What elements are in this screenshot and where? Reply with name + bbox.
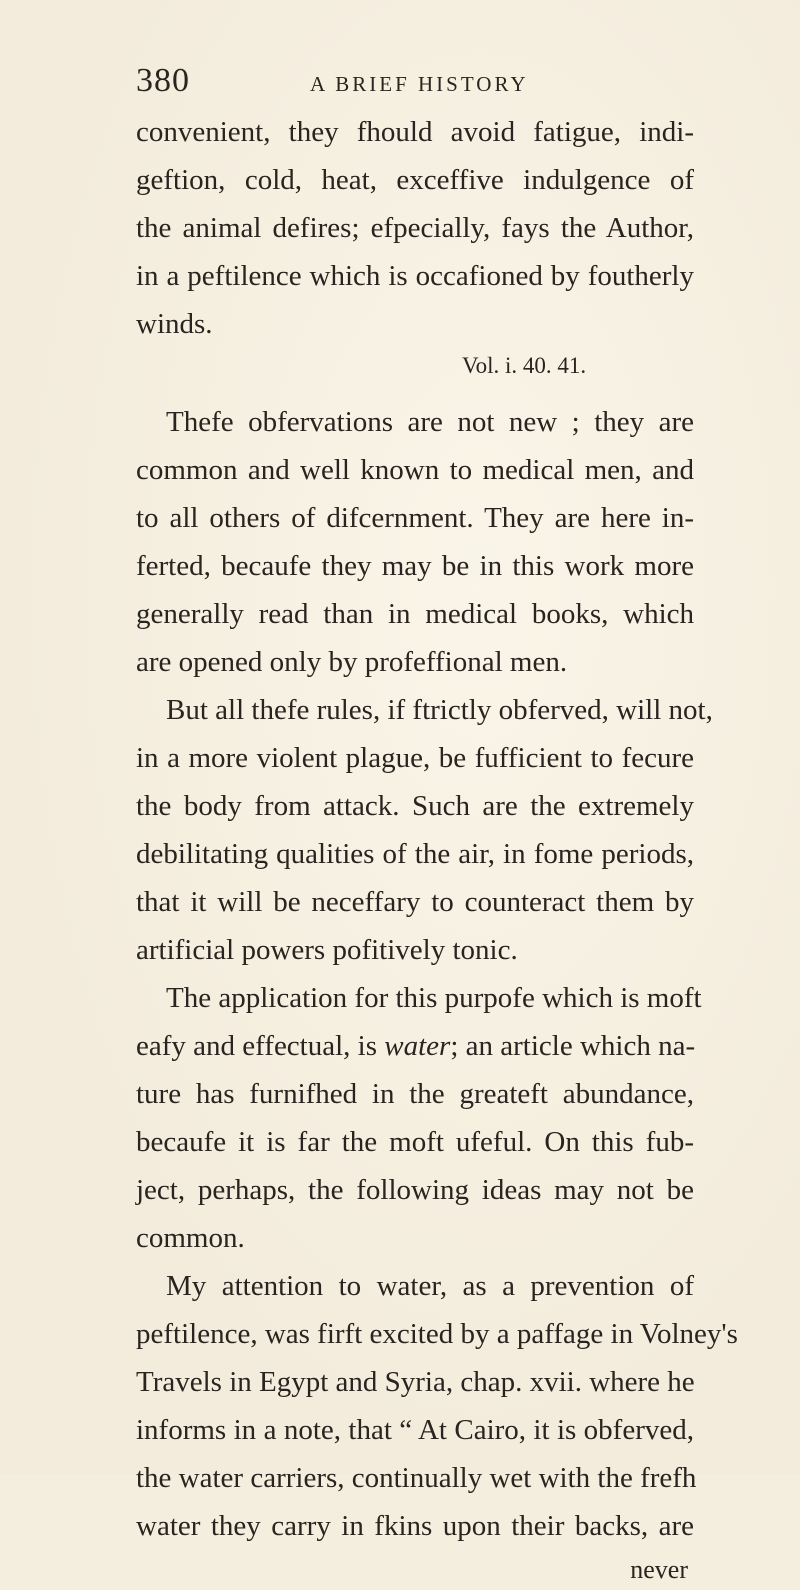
text-line: in a peftilence which is occafioned by foutherly xyxy=(136,260,694,292)
text-line: ture has furnifhed in the greateft abundance, xyxy=(136,1078,694,1110)
text-line: in a more violent plague, be fufficient to fecure xyxy=(136,742,694,774)
citation: Vol. i. 40. 41. xyxy=(462,353,587,378)
text-line: artificial powers pofitively tonic. xyxy=(136,934,518,966)
text-line: to all others of difcernment. They are here in- xyxy=(136,502,694,534)
text-line: the body from attack. Such are the extremely xyxy=(136,790,694,822)
text-line: peftilence, was firft excited by a paffage in Volney's xyxy=(136,1318,738,1350)
italic-word: water xyxy=(384,1030,451,1062)
page-header xyxy=(136,62,696,102)
text-fragment: ; an article which na- xyxy=(450,1030,696,1062)
text-line: that it will be neceffary to counteract them by xyxy=(136,886,694,918)
text-line: the animal defires; efpecially, fays the Author, xyxy=(136,212,694,244)
page-number: 380 xyxy=(136,62,190,99)
body-text xyxy=(136,108,738,1590)
text-line: Travels in Egypt and Syria, chap. xvii. where he xyxy=(136,1366,695,1398)
text-line: winds. xyxy=(136,308,213,340)
text-line: ferted, becaufe they may be in this work more xyxy=(136,550,694,582)
text-line: But all thefe rules, if ftrictly obferved, will not, xyxy=(166,694,713,726)
text-line-with-italic xyxy=(136,1022,694,1070)
text-line: becaufe it is far the moft ufeful. On this fub- xyxy=(136,1126,694,1158)
text-line: generally read than in medical books, which xyxy=(136,598,694,630)
text-line: are opened only by profeffional men. xyxy=(136,646,568,678)
text-line: The application for this purpofe which is moft xyxy=(166,982,702,1014)
text-line: geftion, cold, heat, exceffive indulgence of xyxy=(136,164,694,196)
text-line: informs in a note, that “ At Cairo, it is obferved, xyxy=(136,1414,694,1446)
running-head: A BRIEF HISTORY xyxy=(310,72,529,96)
word: eafy xyxy=(136,1030,186,1062)
text-line: ject, perhaps, the following ideas may not be xyxy=(136,1174,694,1206)
catchword: never xyxy=(630,1555,688,1584)
text-fragment: and effectual, is xyxy=(193,1030,378,1062)
text-line: common and well known to medical men, and xyxy=(136,454,694,486)
text-line: the water carriers, continually wet with the frefh xyxy=(136,1462,697,1494)
text-line: debilitating qualities of the air, in fome periods, xyxy=(136,838,694,870)
text-line: water they carry in fkins upon their backs, are xyxy=(136,1510,694,1542)
text-line: convenient, they fhould avoid fatigue, indi- xyxy=(136,116,694,148)
text-line: Thefe obfervations are not new ; they are xyxy=(166,406,694,438)
text-line: My attention to water, as a prevention of xyxy=(166,1270,694,1302)
text-line: common. xyxy=(136,1222,245,1254)
